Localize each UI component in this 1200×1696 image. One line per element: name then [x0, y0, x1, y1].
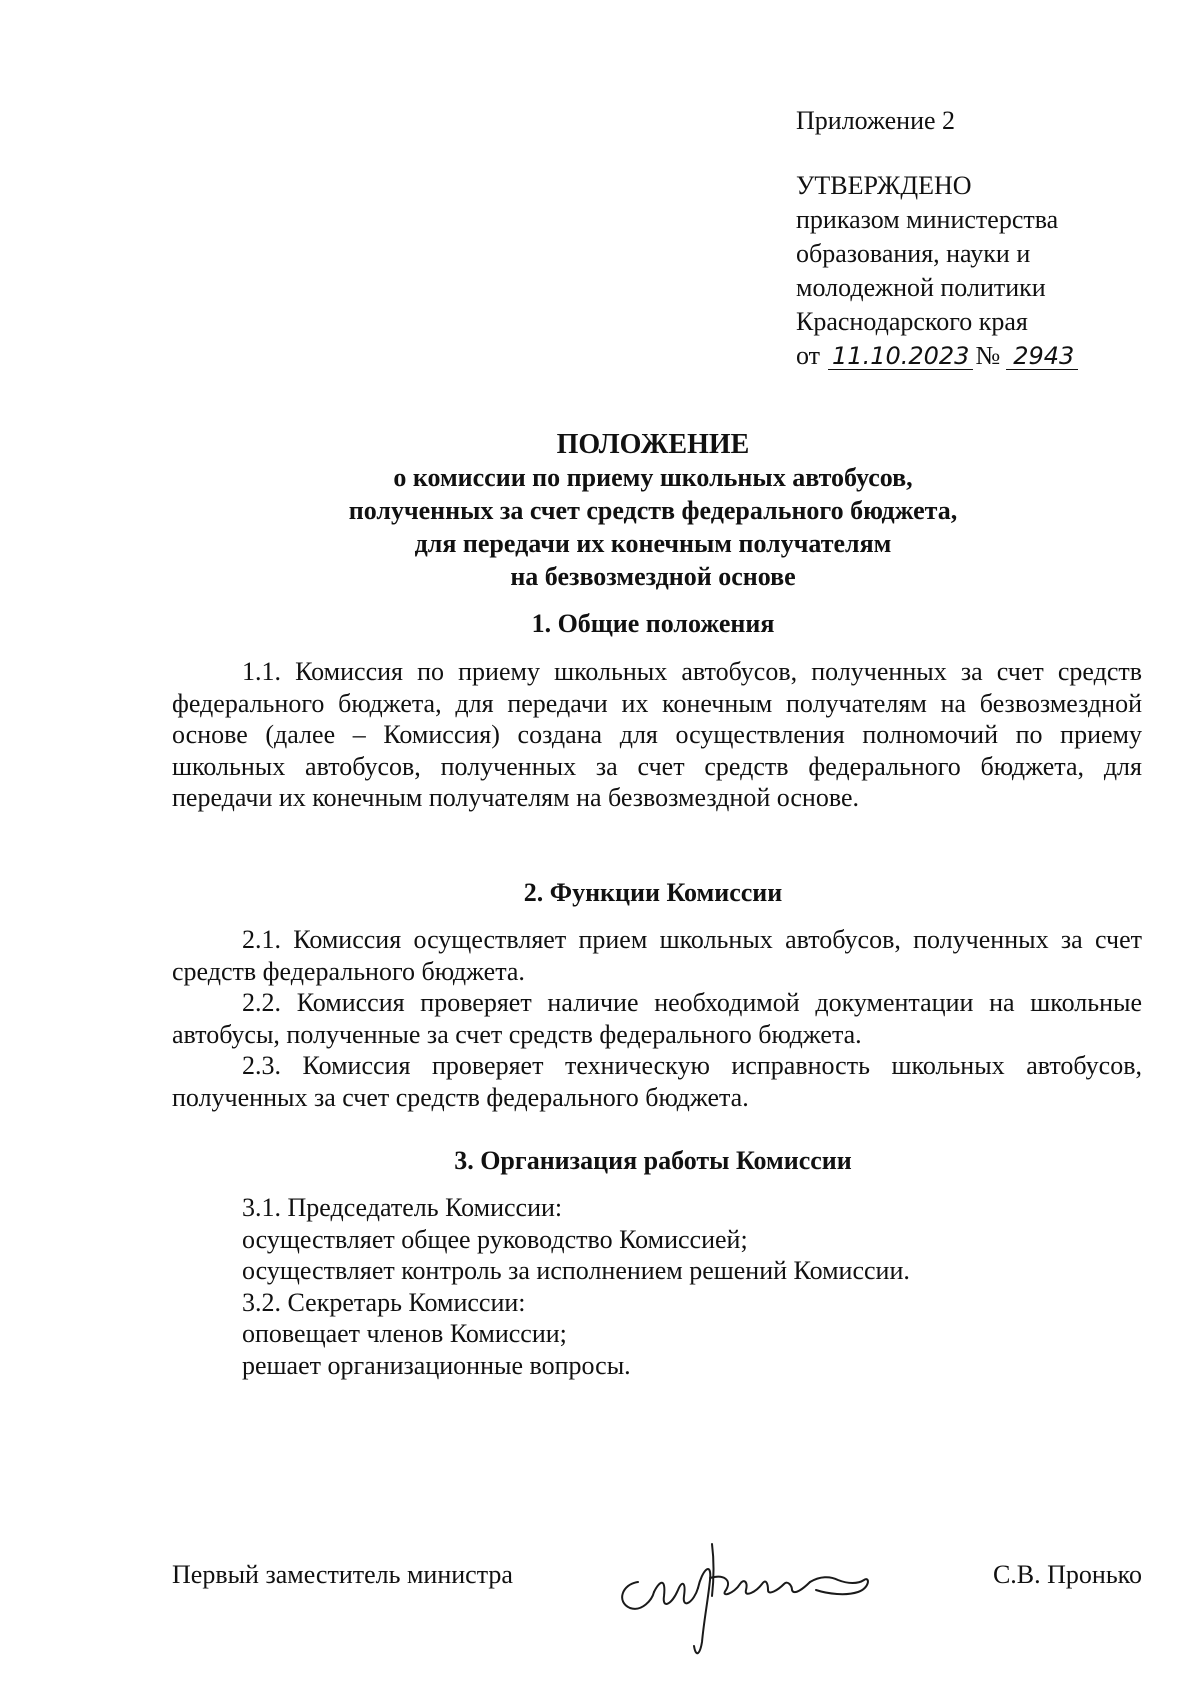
approval-line: приказом министерства: [796, 205, 1059, 234]
list-line: оповещает членов Комиссии;: [242, 1319, 567, 1349]
approval-block: [796, 104, 1176, 373]
title-line: о комиссии по приему школьных автобусов,: [393, 463, 913, 492]
approved-label: УТВЕРЖДЕНО: [796, 171, 972, 200]
section-heading: 2. Функции Комиссии: [523, 878, 783, 907]
section-heading: 1. Общие положения: [531, 609, 775, 638]
handwritten-signature: [608, 1530, 908, 1660]
list-line: 3.2. Секретарь Комиссии:: [242, 1287, 526, 1317]
list-line: осуществляет контроль за исполнением решений Комиссии.: [242, 1256, 910, 1286]
document-type: ПОЛОЖЕНИЕ: [556, 429, 750, 460]
signature-row: [172, 1530, 1142, 1670]
paragraph: 2.2. Комиссия проверяет наличие необходимой документации на школьные автобусы, полученные за счет средств федерального бюджета.: [172, 988, 1142, 1049]
order-date: 11.10.2023: [828, 343, 973, 370]
paragraph: 1.1. Комиссия по приему школьных автобусов, полученных за счет средств федерального бюджета, для передачи их конечным получателям на безвозмездной основе (далее – Комиссия) создана для осуществления полномочий по приему школьных автобусов, полученных за счет средств федерального бюджета, для передачи их конечным получателям на безвозмездной основе.: [172, 657, 1142, 813]
annex-label: Приложение 2: [796, 106, 956, 135]
number-sign: №: [975, 341, 1001, 370]
section-2-body: [172, 924, 1142, 1114]
approval-line: Краснодарского края: [796, 307, 1028, 336]
order-number: 2943: [1006, 343, 1078, 370]
signer-position: Первый заместитель министра: [172, 1560, 513, 1589]
list-line: решает организационные вопросы.: [242, 1350, 631, 1380]
signer-name: С.В. Пронько: [992, 1560, 1142, 1589]
from-label: от: [796, 341, 821, 370]
order-date-number: [796, 339, 1176, 373]
list-line: 3.1. Председатель Комиссии:: [242, 1193, 563, 1222]
section-3-body: [242, 1192, 1142, 1382]
approval-line: образования, науки и: [796, 239, 1031, 268]
document-title: [170, 428, 1136, 593]
paragraph: 2.3. Комиссия проверяет техническую исправность школьных автобусов, полученных за счет средств федерального бюджета.: [172, 1051, 1142, 1112]
paragraph: 2.1. Комиссия осуществляет прием школьных автобусов, полученных за счет средств федерального бюджета.: [172, 925, 1142, 986]
approval-line: молодежной политики: [796, 273, 1046, 302]
section-1-body: [172, 656, 1142, 814]
title-line: для передачи их конечным получателям: [414, 529, 892, 558]
list-line: осуществляет общее руководство Комиссией;: [242, 1224, 748, 1254]
section-heading: 3. Организация работы Комиссии: [454, 1146, 852, 1175]
title-line: полученных за счет средств федерального бюджета,: [348, 496, 958, 525]
title-line: на безвозмездной основе: [510, 562, 796, 591]
